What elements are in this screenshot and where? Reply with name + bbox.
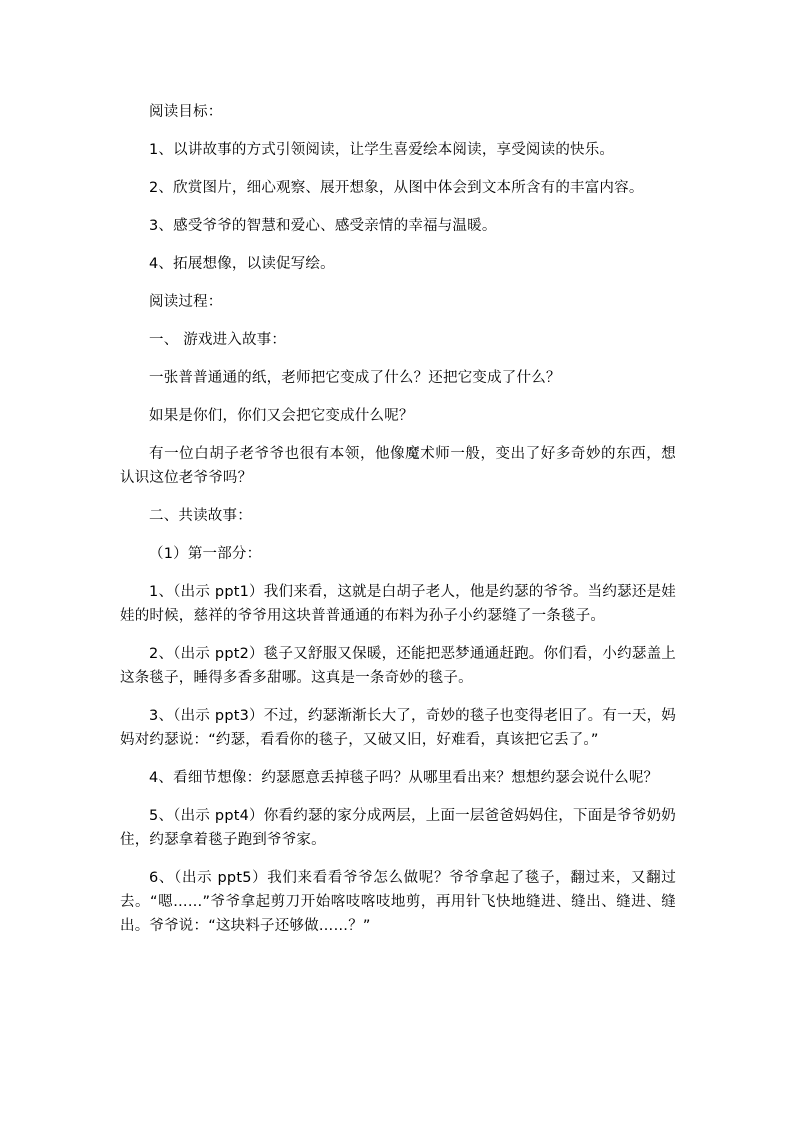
document-body	[120, 100, 676, 938]
story-step-4: 4、看细节想像：约瑟愿意丢掉毯子吗？从哪里看出来？想想约瑟会说什么呢？	[149, 770, 659, 786]
goal-item-1: 1、以讲故事的方式引领阅读，让学生喜爱绘本阅读，享受阅读的快乐。	[149, 142, 615, 158]
paragraph: 有一位白胡子老爷爷也很有本领，他像魔术师一般，变出了好多奇妙的东西，想认识这位老爷爷吗？	[120, 446, 676, 486]
story-step-3: 3、（出示 ppt3）不过，约瑟渐渐长大了，奇妙的毯子也变得老旧了。有一天，妈妈对约瑟说：“约瑟，看看你的毯子，又破又旧，好难看，真该把它丢了。”	[120, 708, 676, 748]
goal-item-2: 2、欣赏图片，细心观察、展开想象，从图中体会到文本所含有的丰富内容。	[149, 180, 644, 196]
heading-reading-process: 阅读过程：	[149, 294, 223, 310]
paragraph: 如果是你们，你们又会把它变成什么呢？	[149, 408, 414, 424]
story-step-5: 5、（出示 ppt4）你看约瑟的家分成两层，上面一层爸爸妈妈住，下面是爷爷奶奶住，约瑟拿着毯子跑到爷爷家。	[120, 808, 676, 848]
paragraph: 一张普普通通的纸，老师把它变成了什么？还把它变成了什么？	[149, 370, 561, 386]
section-heading-shared-reading: 二、共读故事：	[149, 508, 252, 524]
heading-reading-goals: 阅读目标：	[149, 104, 223, 120]
story-step-1: 1、（出示 ppt1）我们来看，这就是白胡子老人，他是约瑟的爷爷。当约瑟还是娃娃的时候，慈祥的爷爷用这块普普通通的布料为孙子小约瑟缝了一条毯子。	[120, 584, 676, 624]
subsection-heading-part-1: （1）第一部分：	[149, 546, 262, 562]
goal-item-4: 4、拓展想像，以读促写绘。	[149, 256, 335, 272]
section-heading-game: 一、 游戏进入故事：	[149, 332, 287, 348]
story-step-6: 6、（出示 ppt5）我们来看看爷爷怎么做呢？爷爷拿起了毯子，翻过来，又翻过去。“嗯……”爷爷拿起剪刀开始喀吱喀吱地剪，再用针飞快地缝进、缝出、缝进、缝出。爷爷说：“这块料子还够做……？”	[120, 870, 676, 934]
goal-item-3: 3、感受爷爷的智慧和爱心、感受亲情的幸福与温暖。	[149, 218, 497, 234]
story-step-2: 2、（出示 ppt2）毯子又舒服又保暖，还能把恶梦通通赶跑。你们看，小约瑟盖上这条毯子，睡得多香多甜哪。这真是一条奇妙的毯子。	[120, 646, 676, 686]
